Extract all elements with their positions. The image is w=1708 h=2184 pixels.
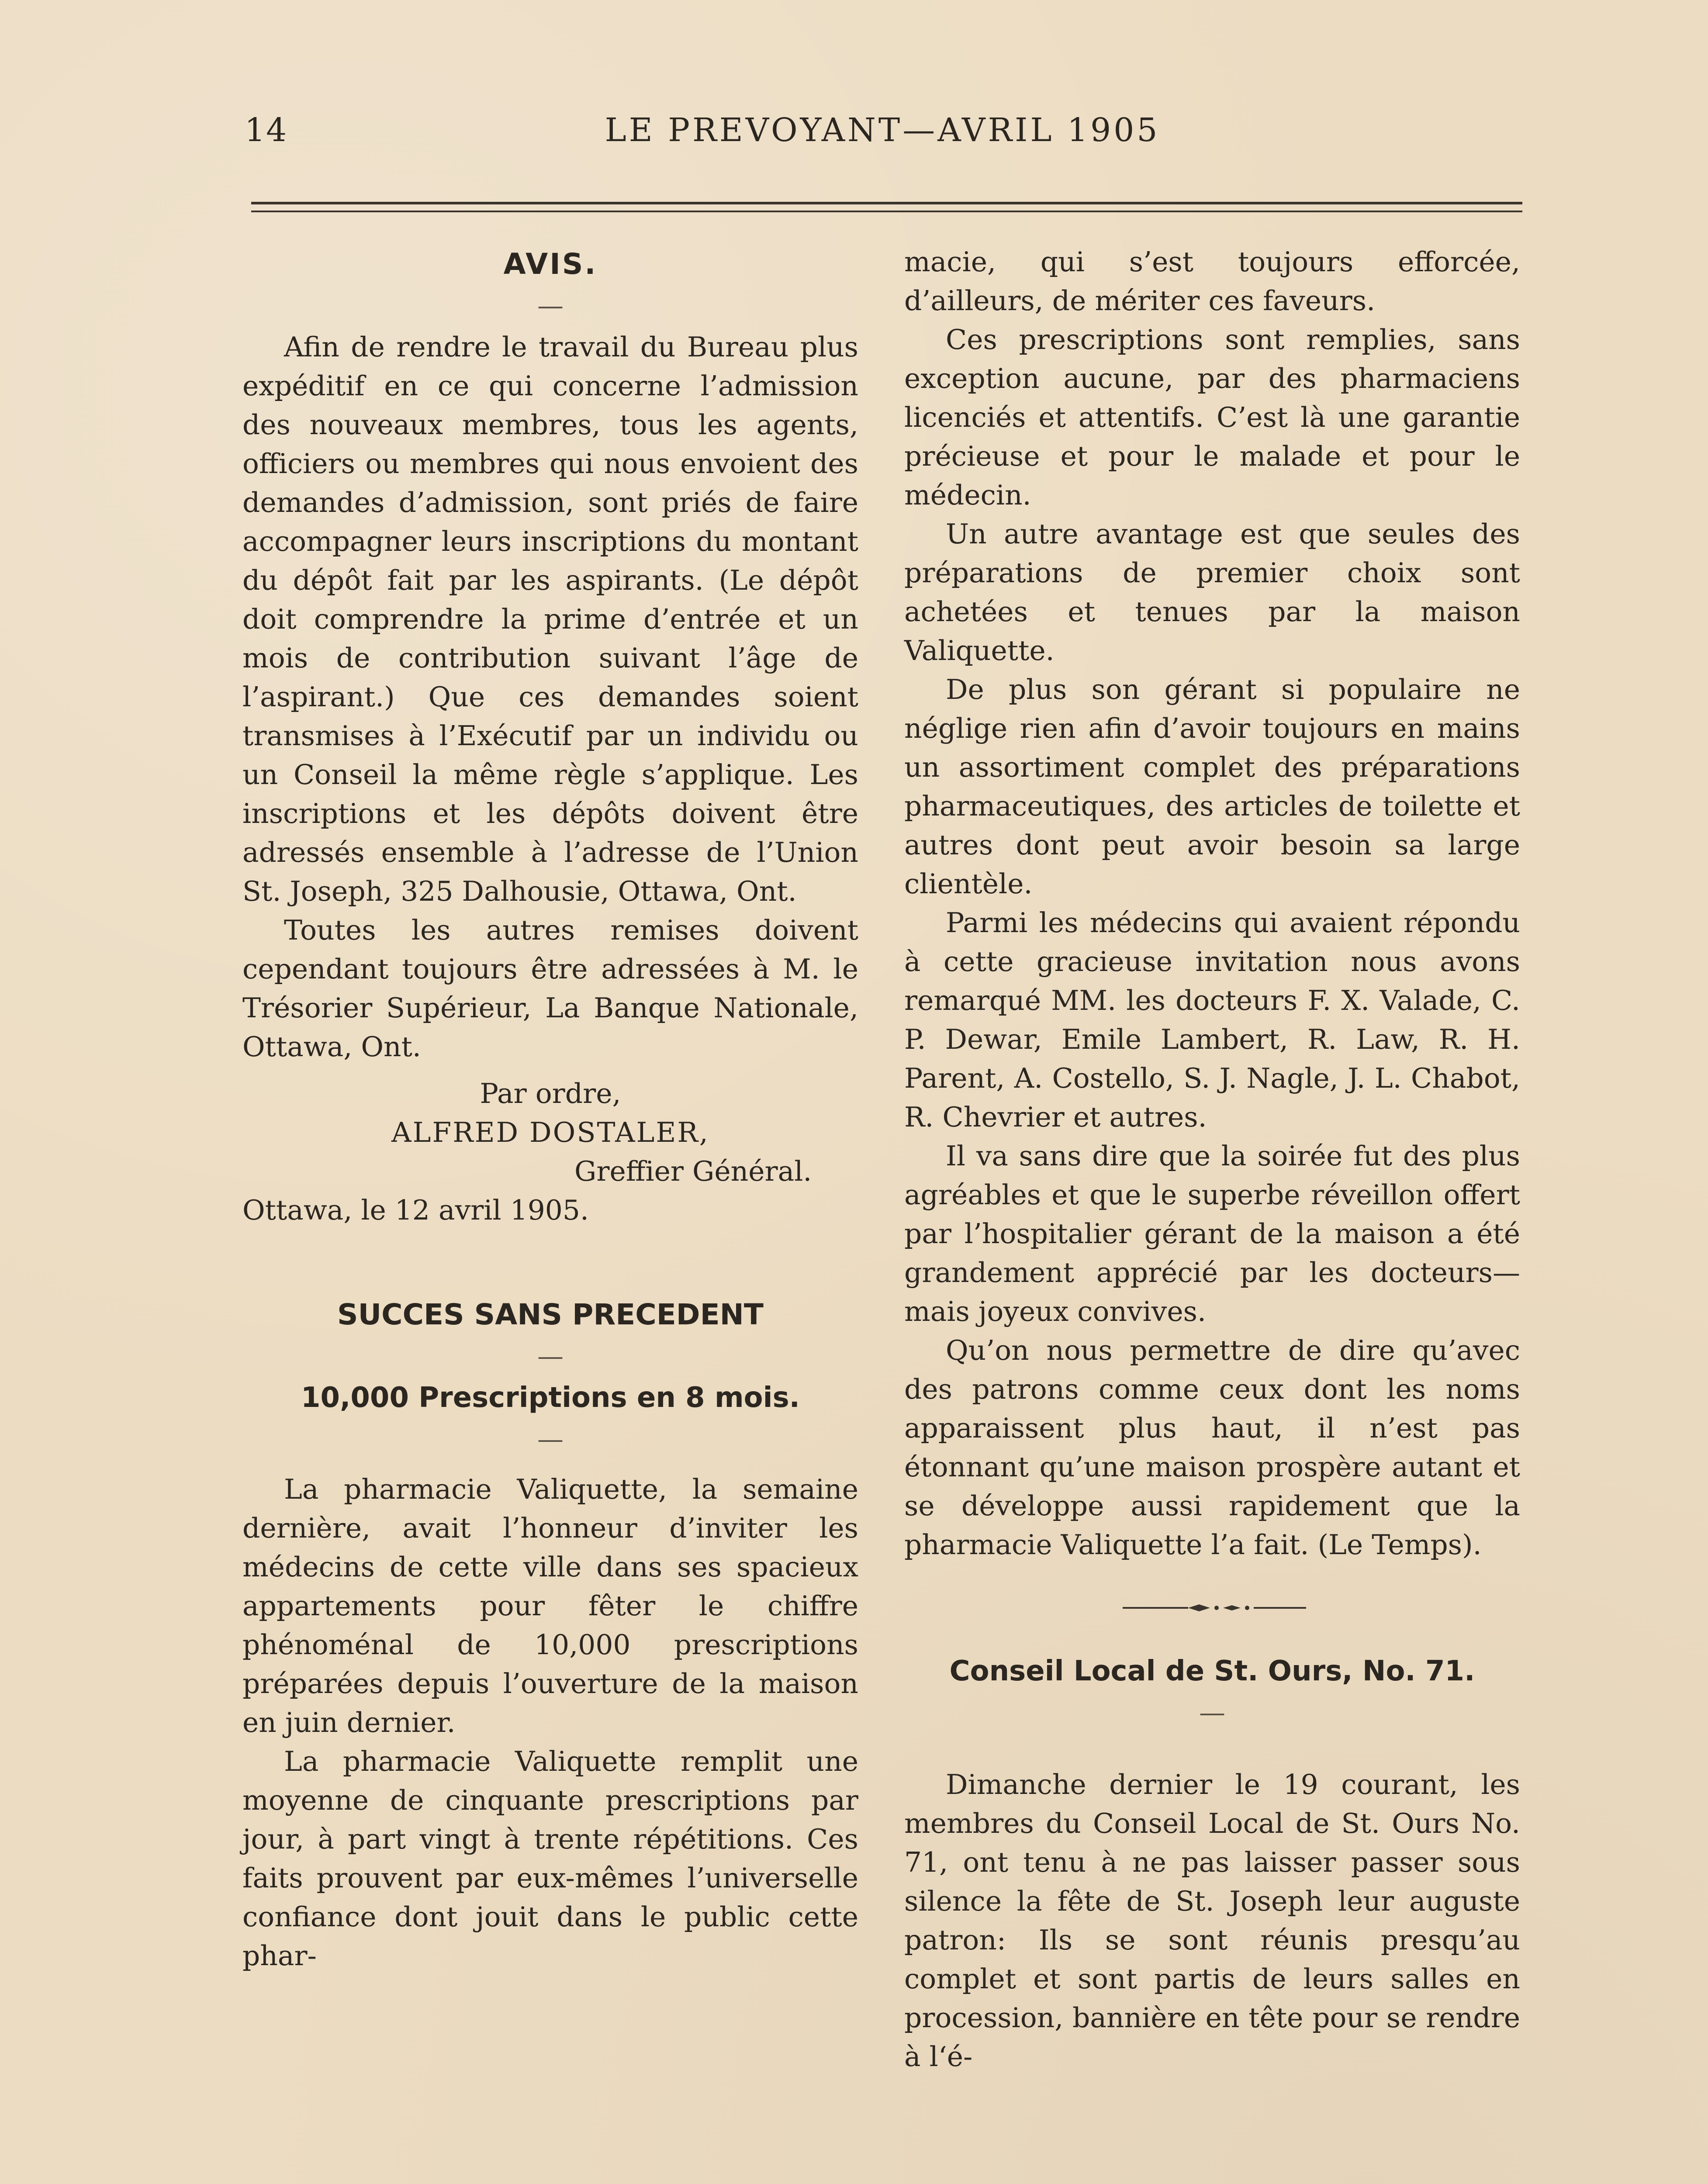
header-rule [251,202,1522,204]
conseil-paragraph-1: Dimanche dernier le 19 courant, les membres du Conseil Local de St. Ours No. 71, ont tenu à ne pas laisser passer sous silence la fête de St. Joseph leur auguste patron: Ils se sont réunis presqu’au complet et sont partis de leurs salles en procession, bannière en tête pour se rendre à l‘é- [904,1769,1520,2073]
running-title: LE PREVOYANT—AVRIL 1905 [605,111,1160,149]
continuation-paragraph-5: Parmi les médecins qui avaient répondu à cette gracieuse invitation nous avons remarqué MM. les docteurs F. X. Valade, C. P. Dewar, Emile Lambert, R. Law, R. H. Parent, A. Costello, S. J. Nagle, J. L. Chabot, R. Chevrier et autres. [904,907,1520,1133]
avis-signoff [242,1066,858,1230]
avis-separator: — [537,290,564,321]
signoff-role: Greffier Général. [574,1155,812,1187]
right-column [904,242,1520,2076]
continuation-paragraph-3: Un autre avantage est que seules des préparations de premier choix sont achetées et tenues par la maison Valiquette. [904,518,1520,667]
left-column [242,245,858,1975]
ornament-graphic [1123,1599,1306,1617]
continuation-paragraph-6: Il va sans dire que la soirée fut des plus agréables et que le superbe réveillon offert par l’hospitalier gérant de la maison a été grandement apprécié par les docteurs—mais joyeux convives. [904,1140,1520,1327]
avis-title: AVIS. [503,247,598,281]
conseil-title: Conseil Local de St. Ours, No. 71. [949,1655,1475,1687]
continuation-paragraph-7: Qu’on nous permettre de dire qu’avec des patrons comme ceux dont les noms apparaissent plus haut, il n’est pas étonnant qu’une maison prospère autant et se développe aussi rapidement que la pharmacie Valiquette l’a fait. (Le Temps). [904,1334,1520,1561]
succes-title: SUCCES SANS PRECEDENT [337,1298,764,1331]
succes-separator-2: — [537,1424,564,1455]
signoff-name: ALFRED DOSTALER, [391,1116,709,1148]
continuation-paragraph-4: De plus son gérant si populaire ne néglige rien afin d’avoir toujours en mains un assortiment complet des préparations pharmaceutiques, des articles de toilette et autres dont peut avoir besoin sa large clientèle. [904,674,1520,900]
succes-separator-1: — [537,1341,564,1372]
succes-paragraph-1: La pharmacie Valiquette, la semaine dernière, avait l’honneur d’inviter les médecins de cette ville dans ses spacieux appartements pour fêter le chiffre phénoménal de 10,000 prescriptions préparées depuis l’ouverture de la maison en juin dernier. [242,1473,858,1738]
succes-paragraph-2: La pharmacie Valiquette remplit une moyenne de cinquante prescriptions par jour, à part vingt à trente répétitions. Ces faits prouvent par eux-mêmes l’universelle confiance dont jouit dans le public cette phar- [242,1745,858,1972]
continuation-paragraph-2: Ces prescriptions sont remplies, sans exception aucune, par des pharmaciens licenciés et attentifs. C’est là une garantie précieuse et pour le malade et pour le médecin. [904,324,1520,511]
conseil-separator: — [1199,1697,1225,1728]
avis-paragraph-2: Toutes les autres remises doivent cependant toujours être adressées à M. le Trésorier Supérieur, La Banque Nationale, Ottawa, Ont. [242,914,858,1063]
avis-paragraph-1: Afin de rendre le travail du Bureau plus expéditif en ce qui concerne l’admission des nouveaux membres, tous les agents, officiers ou membres qui nous envoient des demandes d’admission, sont priés de faire accompagner leurs inscriptions du montant du dépôt fait par les aspirants. (Le dépôt doit comprendre la prime d’entrée et un mois de contribution suivant l’âge de l’aspirant.) Que ces demandes soient transmises à l’Exécutif par un individu ou un Conseil la même règle s’applique. Les inscriptions et les dépôts doivent être adressés ensemble à l’adresse de l’Union St. Joseph, 325 Dalhousie, Ottawa, Ont. [242,331,858,907]
running-header [245,111,1520,159]
succes-subtitle: 10,000 Prescriptions en 8 mois. [301,1382,800,1414]
ornamental-divider-icon [904,1582,1520,1634]
page-number: 14 [245,111,288,149]
continuation-paragraph-1: macie, qui s’est toujours efforcée, d’ailleurs, de mériter ces faveurs. [904,246,1520,317]
signoff-place-date: Ottawa, le 12 avril 1905. [242,1194,589,1226]
signoff-par-ordre: Par ordre, [480,1078,621,1109]
header-rule-thin [251,211,1522,212]
